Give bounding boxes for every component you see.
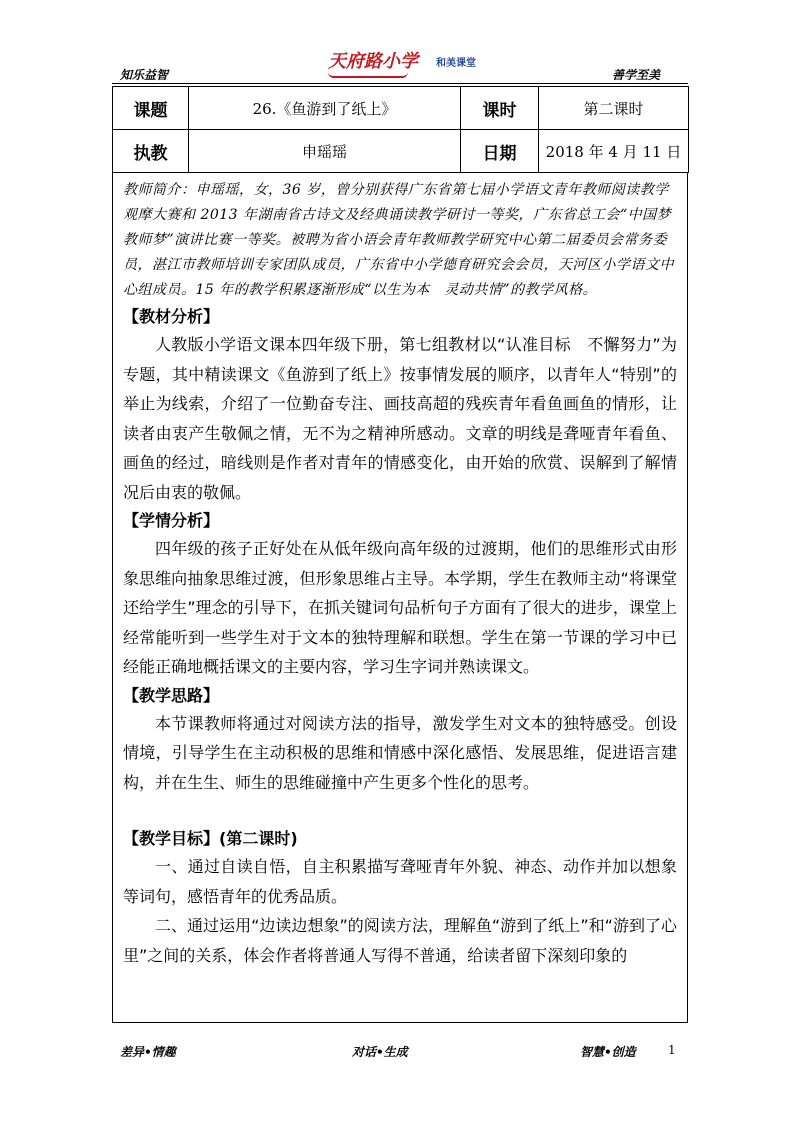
lesson-meta-table bbox=[112, 86, 689, 173]
lesson-body bbox=[112, 172, 688, 1023]
page-number: 1 bbox=[668, 1043, 676, 1057]
header-motto-right: 善学至美 bbox=[612, 68, 661, 82]
footer-motto-right: 智慧•创造 bbox=[580, 1045, 636, 1059]
header-divider bbox=[112, 83, 688, 84]
date-value: 2018 年 4 月 11 日 bbox=[539, 130, 689, 173]
header-motto-left: 知乐益智 bbox=[120, 68, 169, 82]
school-logo bbox=[328, 52, 476, 82]
section-paragraph: 本节课教师将通过对阅读方法的指导，激发学生对文本的独特感受。创设情境，引导学生在主动积极的思维和情感中深化感悟、发展思维，促进语言建构，并在生生、师生的思维碰撞中产生更多个性化的思考。 bbox=[123, 713, 677, 792]
section-heading-approach: 【教学思路】 bbox=[123, 685, 220, 705]
section-paragraph: 人教版小学语文课本四年级下册，第七组教材以“认准目标 不懈努力”为专题，其中精读课文《鱼游到了纸上》按事情发展的顺序，以青年人“特别”的举止为线索，介绍了一位勤奋专注、画技高超的残疾青年看鱼画鱼的情形，让读者由衷产生敬佩之情，无不为之精神所感动。文章的明线是聋哑青年看鱼、画鱼的经过，暗线则是作者对青年的情感变化，由开始的欣赏、误解到了解情况后由衷的敬佩。 bbox=[123, 335, 677, 502]
teacher-value: 申瑶瑶 bbox=[189, 130, 461, 173]
topic-value: 26.《鱼游到了纸上》 bbox=[189, 87, 461, 130]
section-paragraph: 四年级的孩子正好处在从低年级向高年级的过渡期，他们的思维形式由形象思维向抽象思维过渡，但形象思维占主导。本学期，学生在教师主动“将课堂还给学生”理念的引导下，在抓关键词句品析句子方面有了很大的进步，课堂上经常能听到一些学生对于文本的独特理解和联想。学生在第一节课的学习中已经能正确地概括课文的主要内容，学习生字词并熟读课文。 bbox=[123, 539, 677, 676]
section-heading-textbook: 【教材分析】 bbox=[123, 307, 220, 326]
section-heading-students: 【学情分析】 bbox=[123, 511, 220, 530]
teacher-bio: 教师简介：申瑶瑶，女，36 岁，曾分别获得广东省第七届小学语文青年教师阅读教学观摩大赛和 2013 年湖南省古诗文及经典诵读教学研讨一等奖，广东省总工会“中国梦 教师梦”演讲比赛一等奖。被聘为省小语会青年教师教学研究中心第二届委员会常务委员，湛江市教师培训专家团队成员，广东省中小学德育研究会会员，天河区小学语文中心组成员。15 年的教学积累逐渐形成“以生为本 灵动共情”的教学风格。 bbox=[123, 182, 686, 298]
meta-row-teacher bbox=[113, 130, 689, 173]
footer-motto-left: 差异•情趣 bbox=[120, 1045, 176, 1059]
goal-item: 一、通过自读自悟，自主积累描写聋哑青年外貌、神态、动作并加以想象等词句，感悟青年的优秀品质。 bbox=[123, 857, 677, 906]
logo-subtitle: 和美课堂 bbox=[436, 58, 476, 69]
period-value: 第二课时 bbox=[539, 87, 689, 130]
period-label: 课时 bbox=[461, 87, 539, 130]
topic-label: 课题 bbox=[113, 87, 189, 130]
teacher-label: 执教 bbox=[113, 130, 189, 173]
footer-motto-center: 对话•生成 bbox=[352, 1045, 408, 1059]
section-heading-goals: 【教学目标】(第二课时) bbox=[123, 829, 298, 848]
meta-row-topic bbox=[113, 87, 689, 130]
logo-swoosh-icon bbox=[328, 72, 408, 78]
date-label: 日期 bbox=[461, 130, 539, 173]
logo-text: 天府路小学 bbox=[328, 51, 418, 72]
goal-item: 二、通过运用“边读边想象”的阅读方法，理解鱼“游到了纸上”和“游到了心里”之间的关系，体会作者将普通人写得不普通，给读者留下深刻印象的 bbox=[123, 916, 677, 965]
spacer bbox=[113, 797, 687, 825]
